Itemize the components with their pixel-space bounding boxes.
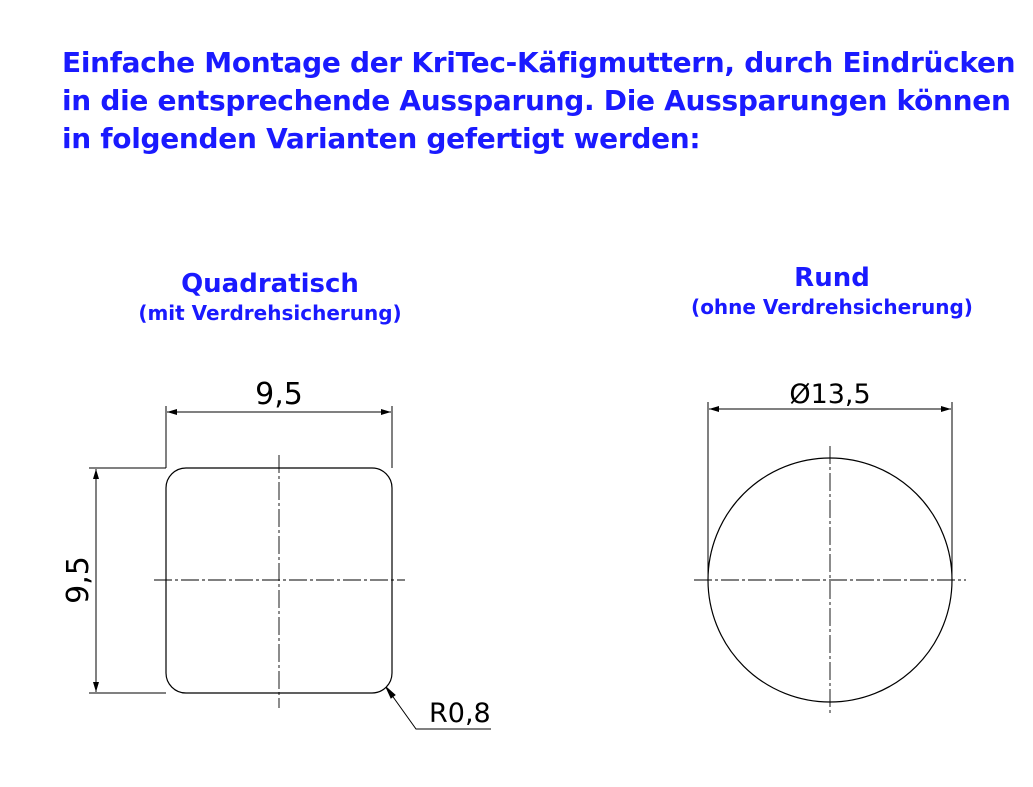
round-cutout-drawing <box>694 402 966 714</box>
round-subtitle: (ohne Verdrehsicherung) <box>691 295 973 319</box>
round-title: Rund <box>794 263 870 293</box>
intro-line-1: Einfache Montage der KriTec-Käfigmuttern, durch Eindrücken <box>62 46 1016 79</box>
square-title: Quadratisch <box>181 269 359 299</box>
intro-line-3: in folgenden Varianten gefertigt werden: <box>62 122 701 155</box>
square-height-label: 9,5 <box>61 556 96 604</box>
intro-line-2: in die entsprechende Aussparung. Die Aussparungen können <box>62 84 1011 117</box>
radius-label: R0,8 <box>429 698 491 729</box>
square-cutout-drawing <box>89 406 491 729</box>
square-width-label: 9,5 <box>255 377 303 412</box>
round-diameter-label: Ø13,5 <box>789 379 871 410</box>
square-subtitle: (mit Verdrehsicherung) <box>138 301 402 325</box>
radius-leader-arrow <box>386 687 395 698</box>
